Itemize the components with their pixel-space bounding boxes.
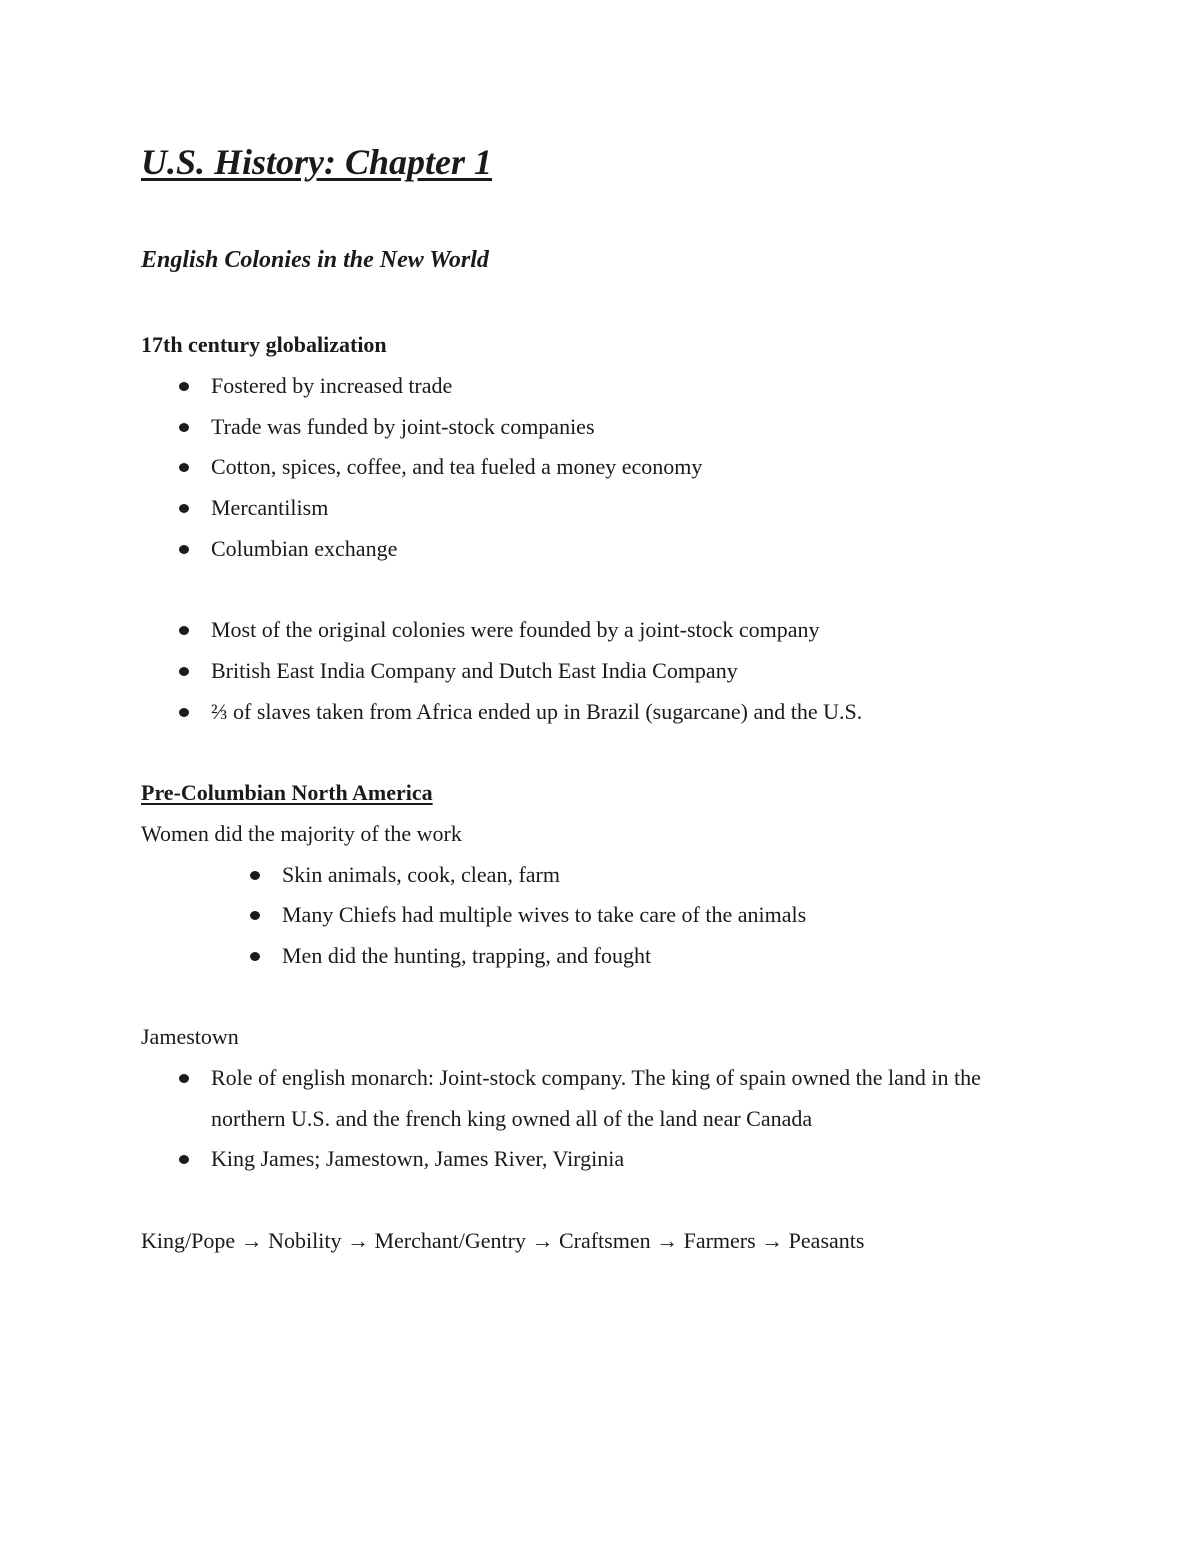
list-item	[141, 936, 1121, 977]
bullet-icon	[179, 1074, 189, 1083]
globalization-section	[141, 325, 1121, 570]
list-item	[141, 529, 1121, 570]
hierarchy-section	[141, 1221, 1121, 1262]
list-item	[141, 692, 1121, 733]
list-item	[141, 407, 1121, 448]
bullet-icon	[179, 382, 189, 391]
bullet-icon	[179, 1155, 189, 1164]
list-item-text: King James; Jamestown, James River, Virginia	[211, 1146, 625, 1172]
list-item-text: ⅔ of slaves taken from Africa ended up in Brazil (sugarcane) and the U.S.	[211, 698, 863, 724]
list-item	[141, 1139, 1121, 1180]
pre-columbian-section	[141, 773, 1121, 977]
list-item	[141, 366, 1121, 407]
bullet-icon	[179, 545, 189, 554]
bullet-icon	[250, 952, 260, 961]
list-item	[141, 610, 1121, 651]
list-item-text: Cotton, spices, coffee, and tea fueled a money economy	[211, 454, 703, 480]
jamestown-section	[141, 1017, 1121, 1180]
section-heading: English Colonies in the New World	[141, 247, 489, 273]
list-item	[141, 895, 1121, 936]
jamestown-heading: Jamestown	[141, 1024, 239, 1049]
bullet-icon	[250, 871, 260, 880]
bullet-icon	[179, 708, 189, 717]
list-item-text: Many Chiefs had multiple wives to take care of the animals	[282, 902, 807, 928]
list-item-text: Most of the original colonies were founded by a joint-stock company	[211, 617, 820, 642]
list-item	[141, 651, 1121, 692]
list-item-text: Columbian exchange	[211, 535, 398, 561]
bullet-icon	[179, 463, 189, 472]
document-title: U.S. History: Chapter 1	[141, 142, 493, 182]
globalization-list	[141, 366, 1121, 570]
bullet-icon	[250, 911, 260, 920]
list-item-text: Role of english monarch: Joint-stock company. The king of spain owned the land in the northern U.S. and the french king owned all of the land near Canada	[211, 1064, 981, 1131]
list-item	[141, 447, 1121, 488]
pre-columbian-heading: Pre-Columbian North America	[141, 780, 433, 805]
pre-columbian-intro: Women did the majority of the work	[141, 820, 462, 846]
bullet-icon	[179, 423, 189, 432]
social-hierarchy-line: King/Pope → Nobility → Merchant/Gentry → Craftsmen → Farmers → Peasants	[141, 1228, 865, 1253]
list-item-text: Skin animals, cook, clean, farm	[282, 861, 560, 887]
list-item-text: Trade was funded by joint-stock companies	[211, 413, 595, 439]
bullet-icon	[179, 667, 189, 676]
list-item-text: Men did the hunting, trapping, and fought	[282, 943, 652, 969]
jamestown-list	[141, 1058, 1121, 1180]
globalization-section-continued	[141, 610, 1121, 732]
bullet-icon	[179, 626, 189, 635]
bullet-icon	[179, 504, 189, 513]
pre-columbian-list	[141, 855, 1121, 977]
list-item	[141, 488, 1121, 529]
globalization-heading: 17th century globalization	[141, 332, 387, 357]
list-item-text: British East India Company and Dutch East India Company	[211, 657, 738, 683]
list-item	[141, 1058, 1121, 1140]
list-item-text: Mercantilism	[211, 495, 329, 521]
list-item	[141, 855, 1121, 896]
list-item-text: Fostered by increased trade	[211, 372, 453, 398]
globalization-list-2	[141, 610, 1121, 732]
